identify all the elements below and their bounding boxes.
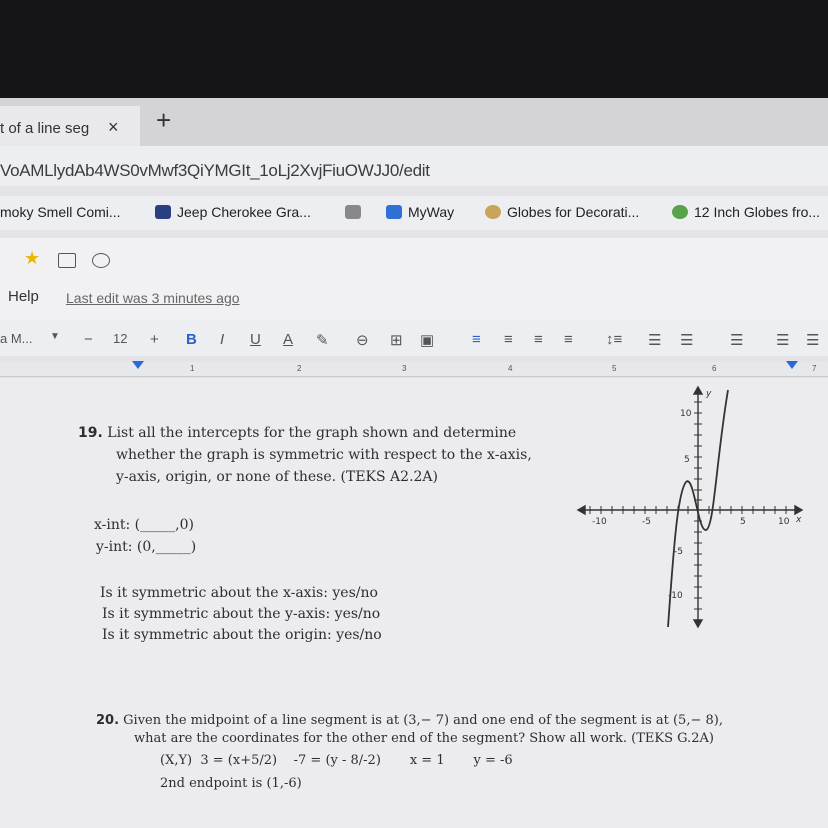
last-edit-link[interactable]: Last edit was 3 minutes ago <box>66 290 240 306</box>
y-intercept-answer[interactable]: y-int: (0,_____) <box>96 539 197 555</box>
tab-bar <box>0 98 828 146</box>
y-axis-arrow <box>694 387 702 394</box>
question-text: y-axis, origin, or none of these. (TEKS A2.2A) <box>116 469 438 485</box>
browser-tab[interactable] <box>0 106 140 146</box>
x-axis-arrow <box>795 506 802 514</box>
tick-label: 5 <box>684 455 690 465</box>
indent-icon[interactable]: ☰ <box>776 332 790 349</box>
bookmark-smell[interactable] <box>0 204 121 220</box>
right-margin-marker[interactable] <box>786 361 798 369</box>
question-text: whether the graph is symmetric with respect to the x-axis, <box>116 447 532 463</box>
bookmark-label: Jeep Cherokee Gra... <box>177 204 311 220</box>
checklist-icon[interactable]: ☰ <box>648 332 662 349</box>
link-icon[interactable]: ⊖ <box>356 332 369 349</box>
url-text[interactable]: VoAMLlydAb4WS0vMwf3QiYMGIt_1oLj2XvjFiuOWJJ0/edit <box>0 161 430 180</box>
font-size-input[interactable]: 12 <box>113 331 128 346</box>
align-right-icon[interactable]: ≡ <box>534 331 543 348</box>
cloud-icon[interactable] <box>92 253 110 268</box>
x-axis-arrow <box>578 506 585 514</box>
question-text: what are the coordinates for the other end of the segment? Show all work. (TEKS G.2A) <box>134 731 714 746</box>
y-axis-arrow <box>694 620 702 627</box>
text-color-button[interactable]: A <box>283 331 294 348</box>
bookmark-jeep[interactable] <box>155 204 311 220</box>
address-bar[interactable] <box>0 146 828 186</box>
tab-title: t of a line seg <box>0 120 90 137</box>
tick-label: -5 <box>642 517 651 527</box>
menu-help[interactable]: Help <box>8 288 39 305</box>
ruler-number: 1 <box>190 364 195 373</box>
highlight-icon[interactable]: ✎ <box>316 332 329 349</box>
bookmark-myway[interactable] <box>386 204 454 220</box>
ruler-number: 4 <box>508 364 513 373</box>
indent-marker[interactable] <box>132 361 144 369</box>
bookmark-label: Globes for Decorati... <box>507 204 640 220</box>
close-icon[interactable]: × <box>108 117 119 137</box>
font-size-increase[interactable]: + <box>150 331 159 348</box>
search-icon <box>386 205 402 219</box>
tick-label: 5 <box>740 517 746 527</box>
folder-icon[interactable] <box>58 253 76 268</box>
symmetry-origin-question[interactable]: Is it symmetric about the origin: yes/no <box>102 627 382 643</box>
tick-label: 10 <box>778 517 790 527</box>
ruler-number: 5 <box>612 364 617 373</box>
function-graph <box>570 382 810 632</box>
w-icon <box>345 205 361 219</box>
work-shown[interactable]: (X,Y) 3 = (x+5/2) -7 = (y - 8/-2) x = 1 y = -6 <box>160 753 513 768</box>
bookmark-label: moky Smell Comi... <box>0 204 121 220</box>
image-icon[interactable]: ▣ <box>420 332 435 349</box>
italic-button[interactable]: I <box>220 331 225 348</box>
comment-icon[interactable]: ⊞ <box>390 332 403 349</box>
y-axis-label: y <box>706 389 712 399</box>
ruler-number: 2 <box>297 364 302 373</box>
bookmark-label: MyWay <box>408 204 455 220</box>
underline-button[interactable]: U <box>250 331 261 348</box>
ruler-number: 3 <box>402 364 407 373</box>
bookmark-12inch[interactable] <box>672 204 820 220</box>
globe-icon <box>672 205 688 219</box>
align-center-icon[interactable]: ≡ <box>504 331 513 348</box>
tick-label: -5 <box>674 547 683 557</box>
star-icon[interactable]: ★ <box>24 248 41 268</box>
font-size-decrease[interactable]: − <box>84 331 93 348</box>
question-text: Given the midpoint of a line segment is at (3,− 7) and one end of the segment is at (5,− 8), <box>123 713 723 728</box>
new-tab-button[interactable]: + <box>156 105 172 135</box>
globe-icon <box>485 205 501 219</box>
bookmark-globes[interactable] <box>485 204 639 220</box>
numbered-list-icon[interactable]: ☰ <box>730 332 744 349</box>
ruler-number: 6 <box>712 364 717 373</box>
ruler[interactable] <box>0 362 828 377</box>
line-spacing-icon[interactable]: ↕≡ <box>606 331 623 348</box>
bookmarks-bar <box>0 196 828 230</box>
bullet-list-icon[interactable]: ☰ <box>680 332 694 349</box>
align-justify-icon[interactable]: ≡ <box>564 331 573 348</box>
symmetry-x-question[interactable]: Is it symmetric about the x-axis: yes/no <box>100 585 378 601</box>
x-axis-label: x <box>796 515 802 525</box>
question-number: 19. <box>78 425 103 441</box>
jeep-icon <box>155 205 171 219</box>
question-text: List all the intercepts for the graph shown and determine <box>107 425 517 441</box>
chevron-down-icon[interactable]: ▼ <box>50 331 60 342</box>
outdent-icon[interactable]: ☰ <box>806 332 820 349</box>
symmetry-y-question[interactable]: Is it symmetric about the y-axis: yes/no <box>102 606 381 622</box>
align-left-icon[interactable]: ≡ <box>472 331 481 348</box>
bookmark-w[interactable] <box>345 204 367 220</box>
font-select[interactable]: a M... <box>0 331 33 346</box>
tick-label: 10 <box>680 409 692 419</box>
tick-label: -10 <box>592 517 607 527</box>
x-intercept-answer[interactable]: x-int: (_____,0) <box>94 517 194 533</box>
question-number: 20. <box>96 713 120 728</box>
ruler-number: 7 <box>812 364 817 373</box>
question-19 <box>78 422 516 444</box>
tick-label: -10 <box>668 591 683 601</box>
bookmark-label: 12 Inch Globes fro... <box>694 204 821 220</box>
bold-button[interactable]: B <box>186 331 197 348</box>
answer-text[interactable]: 2nd endpoint is (1,-6) <box>160 776 302 791</box>
